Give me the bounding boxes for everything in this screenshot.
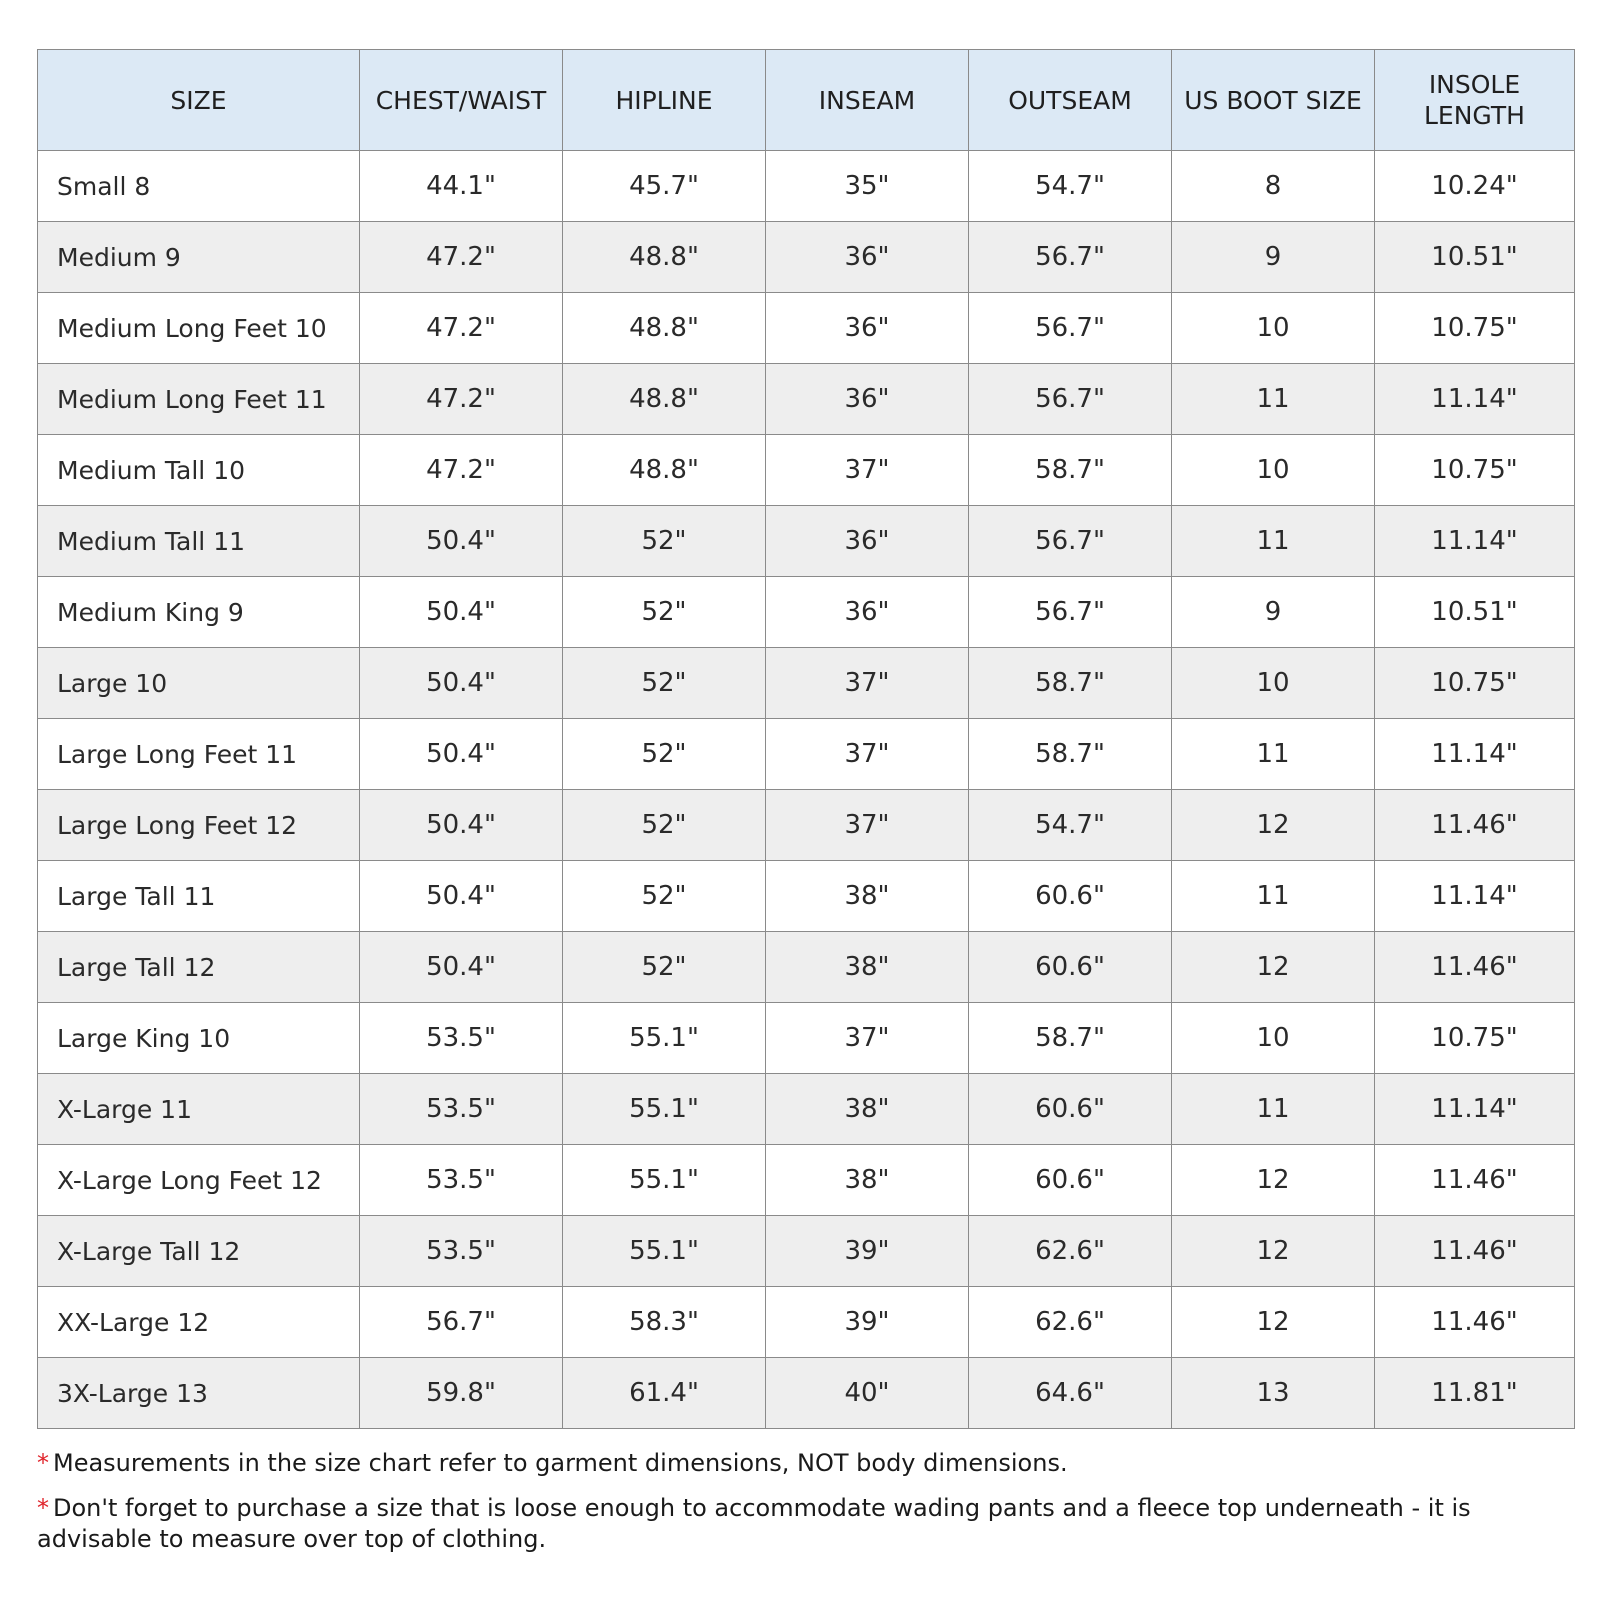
cell-us-boot-size: 10 [1172,435,1375,506]
cell-hipline: 55.1" [563,1074,766,1145]
table-row [38,1145,1575,1216]
cell-chest-waist: 50.4" [360,648,563,719]
cell-us-boot-size: 11 [1172,1074,1375,1145]
asterisk-marker: * [37,1494,49,1522]
cell-inseam: 36" [766,222,969,293]
cell-chest-waist: 53.5" [360,1003,563,1074]
column-header-insole-length: INSOLE LENGTH [1375,50,1575,151]
table-row [38,364,1575,435]
column-header-outseam: OUTSEAM [969,50,1172,151]
cell-hipline: 61.4" [563,1358,766,1429]
table-row [38,222,1575,293]
cell-hipline: 48.8" [563,364,766,435]
cell-chest-waist: 50.4" [360,506,563,577]
cell-size: Large Tall 12 [38,932,360,1003]
column-header-chest-waist: CHEST/WAIST [360,50,563,151]
cell-size: Medium Long Feet 11 [38,364,360,435]
footnote-garment-dimensions [37,1448,1582,1479]
cell-chest-waist: 53.5" [360,1074,563,1145]
cell-insole-length: 11.46" [1375,1145,1575,1216]
cell-chest-waist: 50.4" [360,577,563,648]
table-row [38,577,1575,648]
cell-outseam: 58.7" [969,1003,1172,1074]
cell-inseam: 37" [766,790,969,861]
cell-insole-length: 11.46" [1375,790,1575,861]
cell-size: Medium Long Feet 10 [38,293,360,364]
table-row [38,1287,1575,1358]
cell-size: Medium 9 [38,222,360,293]
cell-outseam: 58.7" [969,719,1172,790]
cell-size: Large Long Feet 11 [38,719,360,790]
table-row [38,1003,1575,1074]
cell-us-boot-size: 9 [1172,222,1375,293]
cell-outseam: 64.6" [969,1358,1172,1429]
table-row [38,648,1575,719]
cell-outseam: 56.7" [969,364,1172,435]
size-chart [37,49,1574,1429]
cell-hipline: 45.7" [563,151,766,222]
cell-us-boot-size: 11 [1172,506,1375,577]
cell-inseam: 40" [766,1358,969,1429]
cell-outseam: 58.7" [969,648,1172,719]
cell-insole-length: 10.75" [1375,435,1575,506]
cell-size: Small 8 [38,151,360,222]
cell-chest-waist: 44.1" [360,151,563,222]
cell-us-boot-size: 10 [1172,293,1375,364]
cell-outseam: 62.6" [969,1287,1172,1358]
cell-hipline: 52" [563,648,766,719]
cell-inseam: 36" [766,293,969,364]
cell-outseam: 62.6" [969,1216,1172,1287]
cell-size: Medium Tall 11 [38,506,360,577]
cell-hipline: 52" [563,861,766,932]
cell-us-boot-size: 11 [1172,719,1375,790]
cell-outseam: 60.6" [969,861,1172,932]
cell-hipline: 55.1" [563,1003,766,1074]
cell-size: Large Tall 11 [38,861,360,932]
cell-outseam: 56.7" [969,506,1172,577]
cell-inseam: 39" [766,1287,969,1358]
cell-inseam: 36" [766,577,969,648]
cell-us-boot-size: 12 [1172,790,1375,861]
cell-outseam: 60.6" [969,1145,1172,1216]
cell-hipline: 48.8" [563,293,766,364]
table-row [38,506,1575,577]
table-row [38,435,1575,506]
cell-size: Large 10 [38,648,360,719]
cell-chest-waist: 47.2" [360,364,563,435]
cell-hipline: 48.8" [563,222,766,293]
cell-us-boot-size: 10 [1172,1003,1375,1074]
cell-us-boot-size: 8 [1172,151,1375,222]
cell-outseam: 54.7" [969,790,1172,861]
cell-inseam: 37" [766,435,969,506]
cell-inseam: 38" [766,932,969,1003]
footnote-text: Don't forget to purchase a size that is loose enough to accommodate wading pants and a fleece top underneath - it is advisable to measure over top of clothing. [37,1494,1471,1553]
cell-outseam: 56.7" [969,577,1172,648]
cell-chest-waist: 59.8" [360,1358,563,1429]
cell-insole-length: 10.24" [1375,151,1575,222]
table-row [38,293,1575,364]
header-row [38,50,1575,151]
cell-chest-waist: 47.2" [360,435,563,506]
cell-us-boot-size: 12 [1172,932,1375,1003]
cell-chest-waist: 50.4" [360,932,563,1003]
footnote-text: Measurements in the size chart refer to garment dimensions, NOT body dimensions. [53,1449,1068,1477]
table-row [38,1216,1575,1287]
footnote-layering-advice [37,1493,1582,1555]
table-row [38,1074,1575,1145]
cell-us-boot-size: 12 [1172,1216,1375,1287]
cell-size: X-Large 11 [38,1074,360,1145]
cell-insole-length: 11.14" [1375,364,1575,435]
cell-inseam: 35" [766,151,969,222]
cell-inseam: 38" [766,861,969,932]
column-header-size: SIZE [38,50,360,151]
cell-inseam: 36" [766,506,969,577]
cell-chest-waist: 50.4" [360,861,563,932]
cell-hipline: 55.1" [563,1145,766,1216]
cell-size: Large Long Feet 12 [38,790,360,861]
table-row [38,861,1575,932]
cell-us-boot-size: 12 [1172,1145,1375,1216]
cell-us-boot-size: 13 [1172,1358,1375,1429]
cell-size: X-Large Tall 12 [38,1216,360,1287]
cell-hipline: 52" [563,577,766,648]
cell-chest-waist: 50.4" [360,719,563,790]
cell-size: X-Large Long Feet 12 [38,1145,360,1216]
cell-us-boot-size: 12 [1172,1287,1375,1358]
cell-chest-waist: 53.5" [360,1145,563,1216]
column-header-hipline: HIPLINE [563,50,766,151]
cell-insole-length: 10.75" [1375,648,1575,719]
cell-hipline: 48.8" [563,435,766,506]
cell-outseam: 60.6" [969,1074,1172,1145]
cell-hipline: 52" [563,932,766,1003]
cell-inseam: 38" [766,1145,969,1216]
cell-insole-length: 11.14" [1375,861,1575,932]
cell-hipline: 52" [563,719,766,790]
cell-inseam: 37" [766,1003,969,1074]
cell-insole-length: 11.46" [1375,932,1575,1003]
cell-chest-waist: 56.7" [360,1287,563,1358]
footnotes [37,1448,1582,1569]
cell-outseam: 60.6" [969,932,1172,1003]
table-row [38,1358,1575,1429]
table-row [38,932,1575,1003]
cell-chest-waist: 47.2" [360,222,563,293]
size-table [37,49,1575,1429]
cell-insole-length: 11.14" [1375,719,1575,790]
cell-us-boot-size: 11 [1172,861,1375,932]
cell-us-boot-size: 9 [1172,577,1375,648]
cell-inseam: 36" [766,364,969,435]
cell-hipline: 52" [563,790,766,861]
table-row [38,151,1575,222]
cell-chest-waist: 50.4" [360,790,563,861]
cell-insole-length: 11.46" [1375,1287,1575,1358]
cell-insole-length: 11.14" [1375,1074,1575,1145]
cell-inseam: 39" [766,1216,969,1287]
cell-insole-length: 11.46" [1375,1216,1575,1287]
cell-hipline: 58.3" [563,1287,766,1358]
table-header [38,50,1575,151]
cell-outseam: 54.7" [969,151,1172,222]
column-header-inseam: INSEAM [766,50,969,151]
cell-insole-length: 10.75" [1375,293,1575,364]
cell-inseam: 37" [766,648,969,719]
cell-insole-length: 10.75" [1375,1003,1575,1074]
cell-size: Medium King 9 [38,577,360,648]
table-row [38,719,1575,790]
cell-us-boot-size: 11 [1172,364,1375,435]
cell-size: 3X-Large 13 [38,1358,360,1429]
cell-hipline: 52" [563,506,766,577]
cell-insole-length: 11.81" [1375,1358,1575,1429]
cell-insole-length: 10.51" [1375,577,1575,648]
cell-insole-length: 11.14" [1375,506,1575,577]
cell-outseam: 56.7" [969,293,1172,364]
cell-hipline: 55.1" [563,1216,766,1287]
table-body [38,151,1575,1429]
cell-outseam: 58.7" [969,435,1172,506]
asterisk-marker: * [37,1449,49,1477]
cell-size: Large King 10 [38,1003,360,1074]
cell-inseam: 37" [766,719,969,790]
cell-inseam: 38" [766,1074,969,1145]
cell-chest-waist: 47.2" [360,293,563,364]
column-header-us-boot-size: US BOOT SIZE [1172,50,1375,151]
cell-us-boot-size: 10 [1172,648,1375,719]
cell-outseam: 56.7" [969,222,1172,293]
cell-size: Medium Tall 10 [38,435,360,506]
cell-chest-waist: 53.5" [360,1216,563,1287]
cell-insole-length: 10.51" [1375,222,1575,293]
cell-size: XX-Large 12 [38,1287,360,1358]
table-row [38,790,1575,861]
